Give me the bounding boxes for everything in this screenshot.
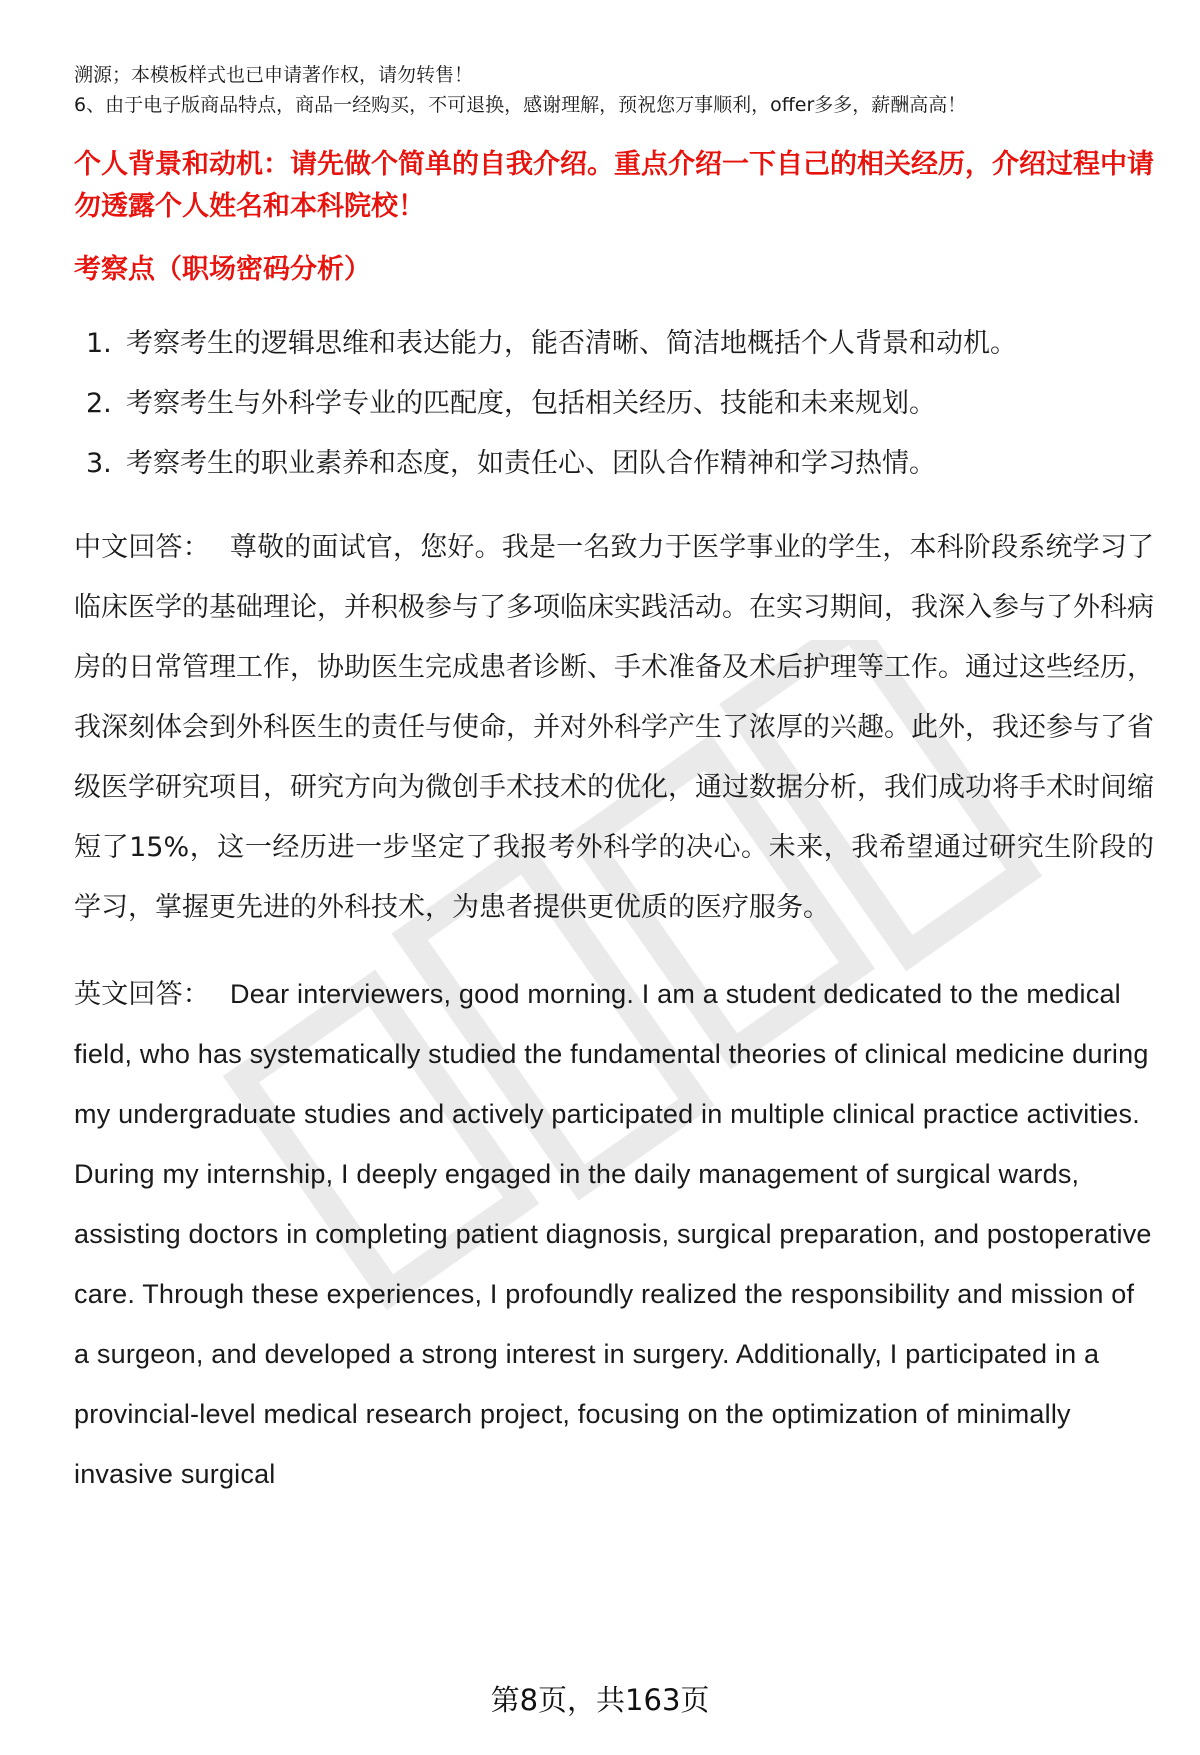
english-answer-text: Dear interviewers, good morning. I am a student dedicated to the medical field, who has systematically studied the fundamental theories of clinical medicine during my undergraduate studies and actively participated in multiple clinical practice activities. During my internship, I deeply engaged in the daily management of surgical wards, assisting doctors in completing patient diagnosis, surgical preparation, and postoperative care. Through these experiences, I profoundly realized the responsibility and mission of a surgeon, and developed a strong interest in surgery. Additionally, I participated in a provincial-level medical research project, focusing on the optimization of minimally invasive surgical <box>74 979 1152 1489</box>
section-title: 考察点（职场密码分析） <box>74 254 371 285</box>
chinese-answer-label: 中文回答： <box>74 532 210 563</box>
chinese-answer-text: 尊敬的面试官，您好。我是一名致力于医学事业的学生，本科阶段系统学习了临床医学的基础理论，并积极参与了多项临床实践活动。在实习期间，我深入参与了外科病房的日常管理工作，协助医生完成患者诊断、手术准备及术后护理等工作。通过这些经历，我深刻体会到外科医生的责任与使命，并对外科学产生了浓厚的兴趣。此外，我还参与了省级医学研究项目，研究方向为微创手术技术的优化，通过数据分析，我们成功将手术时间缩短了15%，这一经历进一步坚定了我报考外科学的决心。未来，我希望通过研究生阶段的学习，掌握更先进的外科技术，为患者提供更优质的医疗服务。 <box>74 532 1154 923</box>
list-item-text: 考察考生与外科学专业的匹配度，包括相关经历、技能和未来规划。 <box>126 388 936 419</box>
list-item <box>74 314 1154 374</box>
list-item <box>74 434 1154 494</box>
page-footer: 第8页，共163页 <box>490 1683 710 1717</box>
list-item-number: 1. <box>86 328 112 359</box>
chinese-answer <box>74 518 1154 938</box>
list-item-text: 考察考生的逻辑思维和表达能力，能否清晰、简洁地概括个人背景和动机。 <box>126 328 1017 359</box>
list-item-text: 考察考生的职业素养和态度，如责任心、团队合作精神和学习热情。 <box>126 448 936 479</box>
note-line-1: 溯源；本模板样式也已申请著作权，请勿转售！ <box>74 64 474 86</box>
list-item <box>74 374 1154 434</box>
english-answer <box>74 964 1154 1504</box>
assessment-points-list <box>74 314 1154 494</box>
list-item-number: 2. <box>86 388 112 419</box>
note-line-2: 6、由于电子版商品特点，商品一经购买，不可退换，感谢理解，预祝您万事顺利，offer多多，薪酬高高！ <box>74 94 967 116</box>
list-item-number: 3. <box>86 448 112 479</box>
document-page <box>74 60 1154 1504</box>
english-answer-label: 英文回答： <box>74 979 210 1009</box>
interview-question: 个人背景和动机：请先做个简单的自我介绍。重点介绍一下自己的相关经历，介绍过程中请勿透露个人姓名和本科院校！ <box>74 149 1154 222</box>
